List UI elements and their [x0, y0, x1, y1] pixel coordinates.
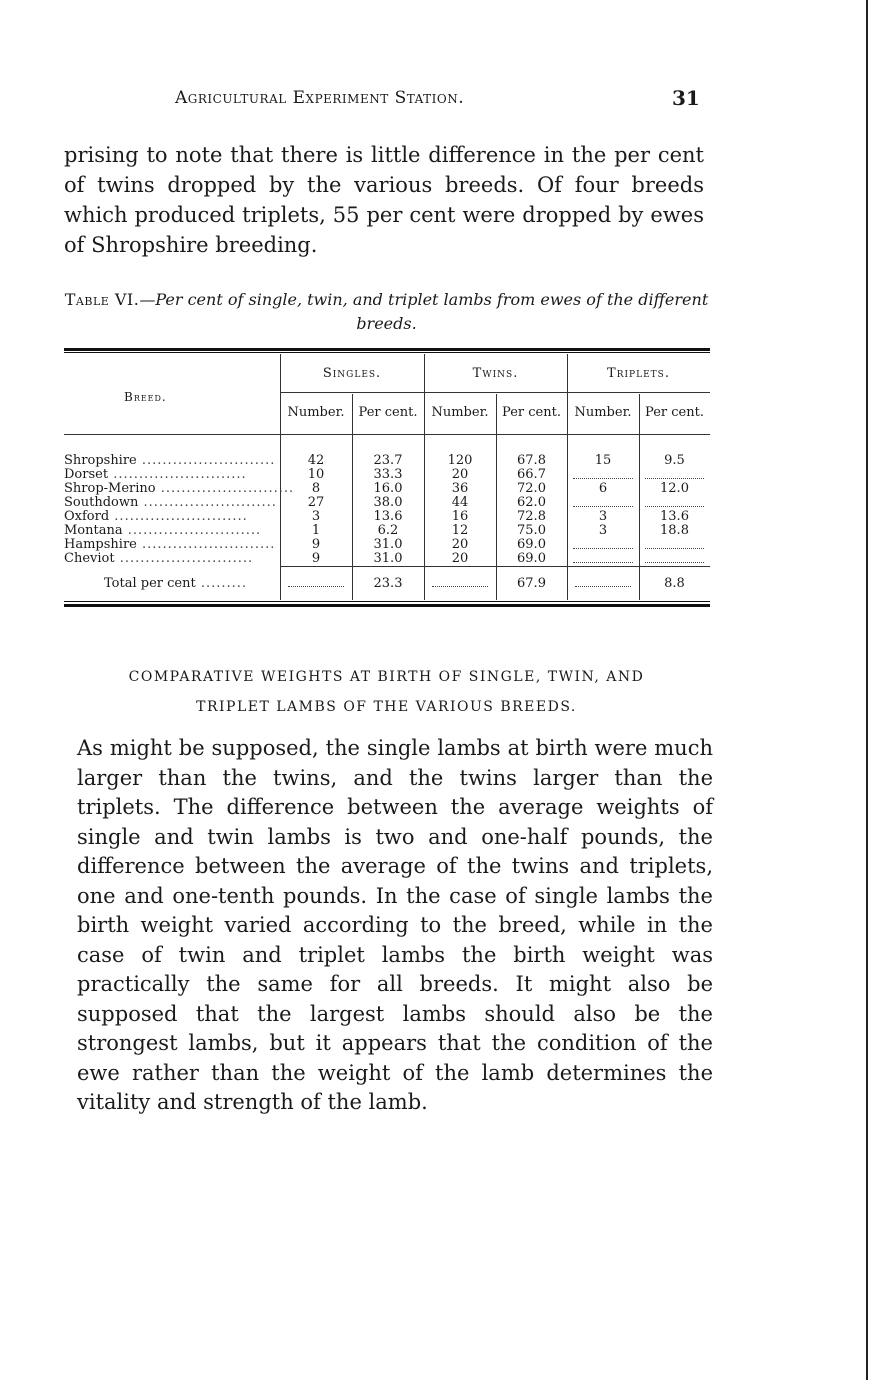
table-cell: 8	[311, 481, 321, 496]
group-header-twins: Twins.	[472, 366, 519, 381]
empty-cell	[645, 478, 704, 480]
table-cell: 42	[307, 453, 325, 468]
table-cell: 20	[451, 537, 469, 552]
table-caption-text: —Per cent of single, twin, and triplet lambs from ewes of the different breeds.	[139, 290, 709, 333]
table-row-label: Shrop-Merino ..........................	[64, 481, 295, 496]
paragraph-weights: As might be supposed, the single lambs at birth were much larger than the twins, and the twins larger than the triplets. The difference between the average weights of single and twin lambs is two and one-half pounds, the difference between the average of the twins and triplets, one and one-tenth pounds. In the case of single lambs the birth weight varied according to the breed, while in the case of twin and triplet lambs the birth weight was practically the same for all breeds. It might also be supposed that the largest lambs should also be the strongest lambs, but it appears that the condition of the ewe rather than the weight of the lamb determines the vitality and strength of the lamb.	[77, 736, 713, 1114]
page-number: 31	[672, 86, 700, 110]
empty-cell	[288, 586, 344, 588]
table-cell: 10	[307, 467, 325, 482]
table-cell: 66.7	[517, 467, 546, 482]
empty-cell	[645, 548, 704, 550]
table-cell: 12.0	[660, 481, 689, 496]
table-cell: 3	[311, 509, 321, 524]
table-cell: 72.8	[517, 509, 546, 524]
table-cell: 1	[311, 523, 321, 538]
table-bottom-rule	[64, 604, 710, 607]
table-cell: 9.5	[664, 453, 685, 468]
table-cell: 69.0	[517, 537, 546, 552]
subheader: Number.	[574, 405, 632, 420]
table-cell: 75.0	[517, 523, 546, 538]
table-top-rule	[64, 348, 710, 351]
empty-cell	[573, 548, 633, 550]
breed-column-header: Breed.	[124, 390, 167, 404]
empty-cell	[573, 562, 633, 564]
total-row-label: Total per cent .........	[104, 576, 248, 591]
table-cell: 3	[598, 523, 608, 538]
empty-cell	[645, 506, 704, 508]
table-row-label: Hampshire ..........................	[64, 537, 276, 552]
table-top-rule-thin	[64, 352, 710, 353]
table-bottom-rule-thin	[64, 601, 710, 602]
table-cell: 3	[598, 509, 608, 524]
table-cell: 16.0	[373, 481, 403, 496]
table-cell: 16	[451, 509, 469, 524]
section-heading	[64, 662, 709, 722]
group-header-triplets: Triplets.	[607, 366, 670, 381]
table-cell: 18.8	[660, 523, 689, 538]
table-cell: 13.6	[373, 509, 403, 524]
table-cell: 62.0	[517, 495, 546, 510]
page-edge	[866, 0, 868, 1380]
subheader: Number.	[287, 405, 345, 420]
table-cell: 72.0	[517, 481, 546, 496]
section-heading-line2: TRIPLET LAMBS OF THE VARIOUS BREEDS.	[196, 699, 577, 715]
table-caption	[64, 288, 709, 336]
table-cell: 15	[594, 453, 612, 468]
table-label: Table VI.	[64, 290, 140, 309]
table-row-label: Dorset ..........................	[64, 467, 247, 482]
table-cell: 33.3	[373, 467, 403, 482]
subheader: Per cent.	[645, 405, 704, 420]
subheader: Number.	[431, 405, 489, 420]
table-cell: 12	[451, 523, 469, 538]
table-cell: 69.0	[517, 551, 546, 566]
running-head: Agricultural Experiment Station.	[175, 88, 465, 108]
table-cell: 44	[451, 495, 469, 510]
empty-cell	[645, 562, 704, 564]
table-cell: 20	[451, 467, 469, 482]
table-cell: 6.2	[377, 523, 399, 538]
total-value-singles: 23.3	[373, 576, 403, 591]
table-cell: 9	[311, 551, 321, 566]
total-value-triplets: 8.8	[664, 576, 685, 591]
total-value-twins: 67.9	[517, 576, 546, 591]
table-cell: 38.0	[373, 495, 403, 510]
section-heading-line1: COMPARATIVE WEIGHTS AT BIRTH OF SINGLE, TWIN, AND	[128, 669, 645, 685]
subheader: Per cent.	[502, 405, 561, 420]
table-row-label: Southdown ..........................	[64, 495, 277, 510]
table-row-label: Shropshire ..........................	[64, 453, 276, 468]
paragraph-intro: prising to note that there is little difference in the per cent of twins dropped by the various breeds. Of four breeds which produced triplets, 55 per cent were dropped by ewes of Shropshire breeding.	[64, 143, 704, 257]
table-cell: 31.0	[373, 537, 403, 552]
table-cell: 20	[451, 551, 469, 566]
table-row-label: Montana ..........................	[64, 523, 262, 538]
table-cell: 27	[307, 495, 325, 510]
table-cell: 67.8	[517, 453, 546, 468]
group-header-singles: Singles.	[322, 366, 382, 381]
breed-table	[64, 348, 710, 614]
empty-cell	[573, 478, 633, 480]
table-row-label: Cheviot ..........................	[64, 551, 254, 566]
empty-cell	[432, 586, 488, 588]
table-cell: 13.6	[660, 509, 689, 524]
empty-cell	[573, 506, 633, 508]
table-cell: 23.7	[373, 453, 403, 468]
subheader: Per cent.	[358, 405, 418, 420]
table-row-label: Oxford ..........................	[64, 509, 248, 524]
empty-cell	[575, 586, 631, 588]
table-cell: 36	[451, 481, 469, 496]
table-cell: 9	[311, 537, 321, 552]
table-cell: 31.0	[373, 551, 403, 566]
table-cell: 6	[598, 481, 608, 496]
table-cell: 120	[447, 453, 473, 468]
